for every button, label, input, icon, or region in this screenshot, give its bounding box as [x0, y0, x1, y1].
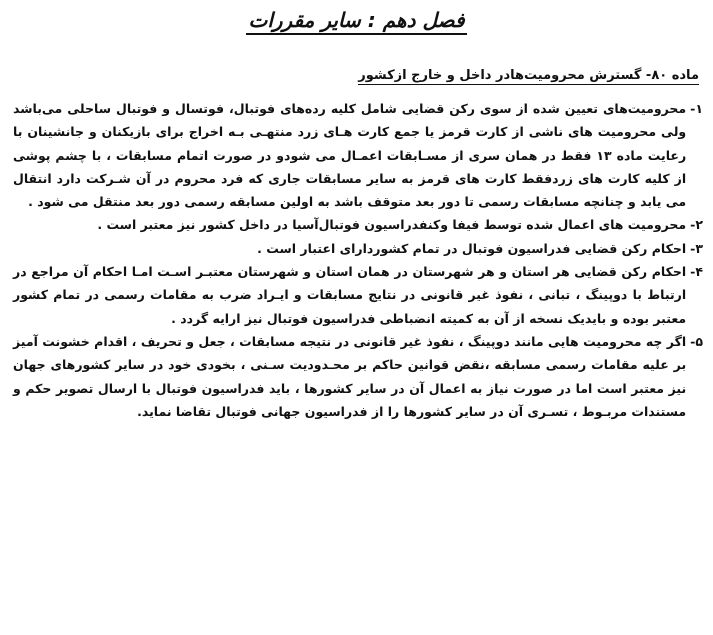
item-number: ۵-: [690, 333, 703, 349]
item-text: محرومیت‌های تعیین شده از سوی رکن قضایی شامل کلیه رده‌های فوتبال، فوتسال و فوتبال ساحلی می‌باشد ولی محرومیت های ناشی از کارت قرمز یا جمع کارت هـای زرد منتهـی بـه اخراج برای بازیکنان و جانشینان با رعایت ماده ۱۳ فقط در همان سری از مسـابقات اعمـال می شودو در صورت اتمام مسابقات ، با چشم پوشی از کلیه کارت های زردفقط کارت های قرمز به سایر مسابقات جاری که فرد محروم در آن شـرکت دارد انتقال می یابد و چنانچه مسابقات رسمی تا دور بعد متوقف باشد به اولین مسابقه رسمی دور بعد منتقل می شود .: [13, 101, 687, 210]
item-text: محرومیت های اعمال شده توسط فیفا وکنفدراسیون فوتبال‌آسیا در داخل کشور نیز معتبر است .: [97, 217, 687, 233]
chapter-title-text: فصل دهم : سایر مقررات: [246, 8, 466, 35]
article-items-list: [13, 97, 703, 423]
item-number: ۲-: [690, 217, 703, 233]
item-number: ۱-: [690, 101, 703, 116]
article-heading: ماده ۸۰- گسترش محرومیت‌هادر داخل و خارج ازکشور: [358, 68, 699, 83]
article-item-3: [13, 237, 703, 260]
article-item-4: [13, 260, 703, 330]
item-text: اگر چه محرومیت هایی مانند دوپینگ ، نفوذ غیر قانونی در نتیجه مسابقات ، جعل و تحریف ، اقدام خشونت آمیز بر علیه مقامات رسمی مسابقه ،نقض قوانین حاکم بر محـدودیت سـنی ، بخودی خود در سایر کشورهای جهان نیز معتبر است اما در صورت نیاز به اعمال آن در سایر کشورها ، باید فدراسیون فوتبال با ارسال تصویر حکم و مستندات مربـوط ، تسـری آن در سایر کشورها را از فدراسیون جهانی فوتبال تقاضا نماید.: [13, 333, 687, 419]
article-item-1: [13, 97, 703, 213]
article-item-2: [13, 213, 703, 236]
item-text: احکام رکن قضایی فدراسیون فوتبال در تمام کشوردارای اعتبار است .: [257, 240, 687, 256]
article-item-5: [13, 330, 703, 423]
chapter-title: [0, 8, 713, 32]
item-text: احکام رکن قضایی هر استان و هر شهرستان در همان استان و شهرستان معتبـر اسـت امـا احکام آن مراجع در ارتباط با دوپینگ ، تبانی ، نفوذ غیر قانونی در نتایج مسابقات و ایـراد ضرب به مقامات رسمی در تمام کشور معتبر بوده و بایدیک نسخه از آن به کمیته انضباطی فدراسیون فوتبال نیز ارایه گردد .: [13, 264, 687, 326]
item-number: ۳-: [690, 240, 703, 256]
item-number: ۴-: [690, 264, 703, 280]
